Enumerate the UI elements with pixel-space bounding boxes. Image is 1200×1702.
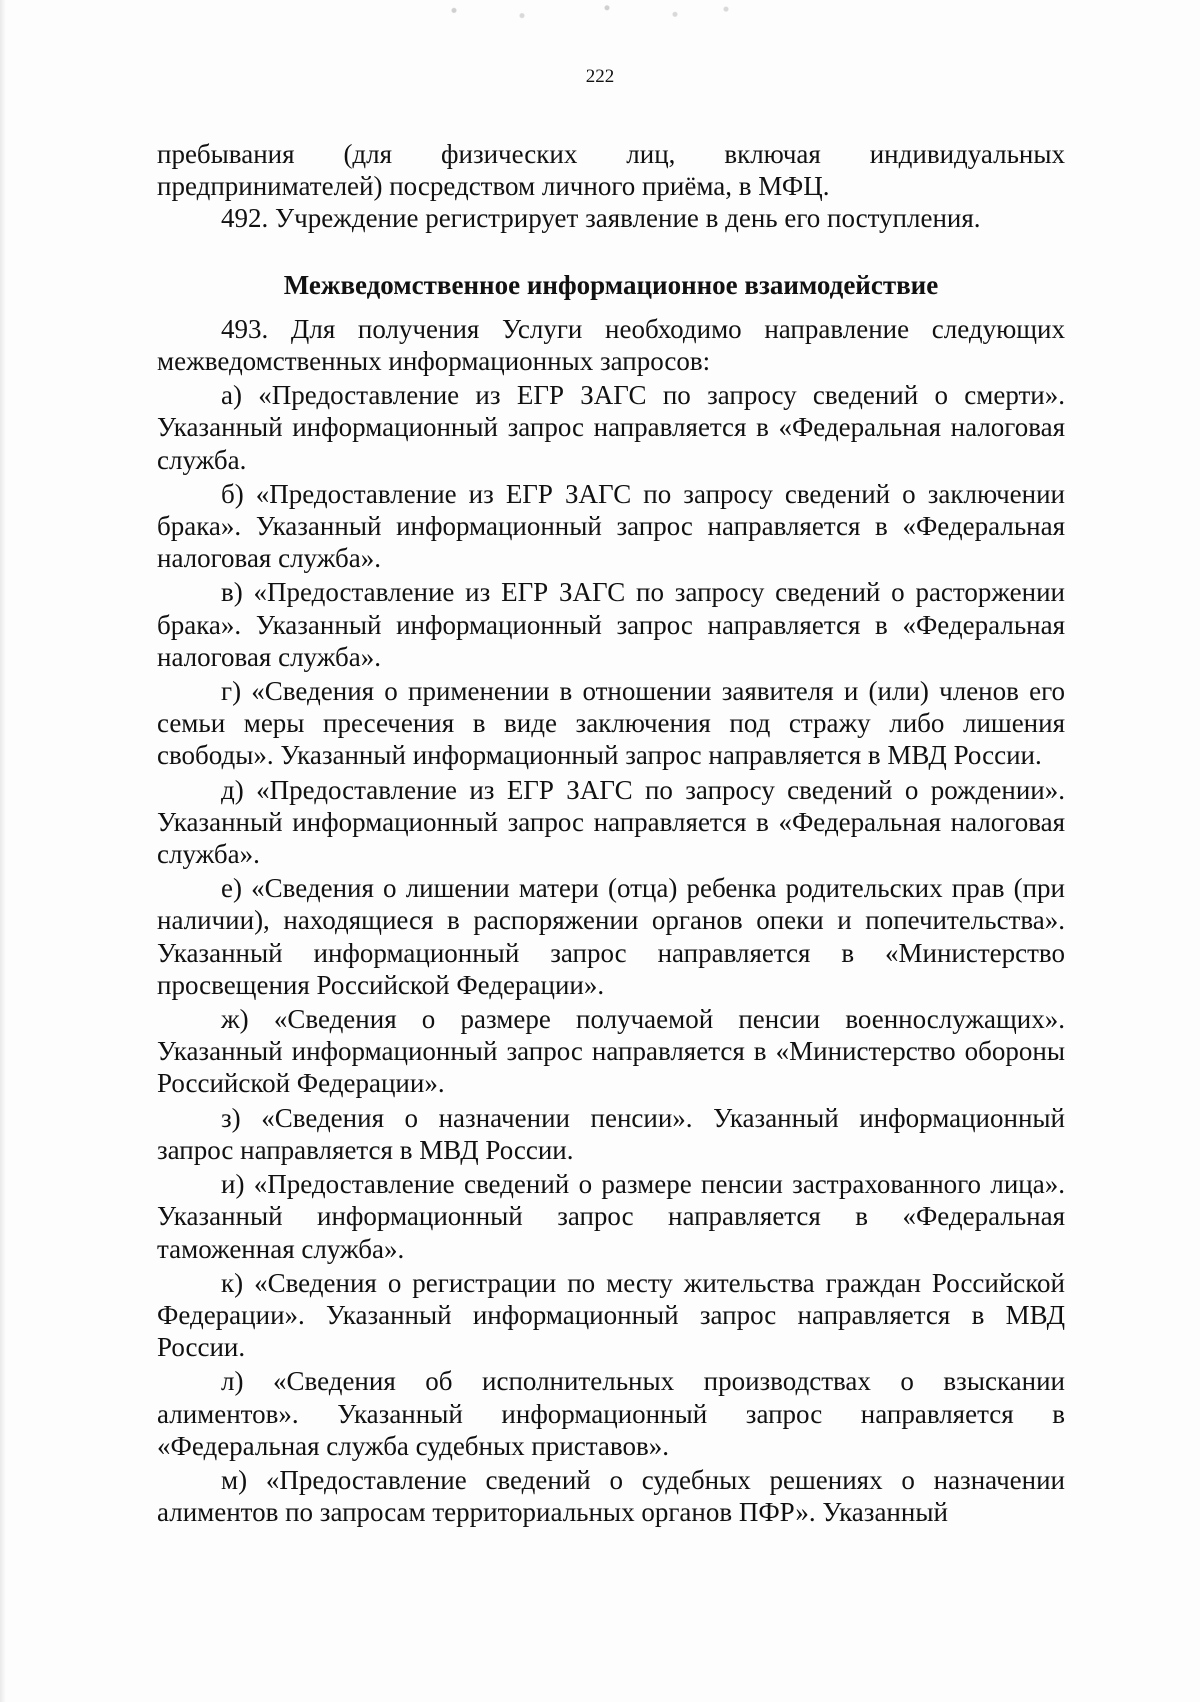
list-item: д) «Предоставление из ЕГР ЗАГС по запросу сведений о рождении». Указанный информационный запрос направляется в «Федеральная налоговая служба».	[157, 774, 1065, 870]
continuation-paragraph: пребывания (для физических лиц, включая индивидуальных предпринимателей) посредством личного приёма, в МФЦ.	[157, 139, 1065, 202]
list-item: л) «Сведения об исполнительных производствах о взыскании алиментов». Указанный информационный запрос направляется в «Федеральная служба судебных приставов».	[157, 1366, 1065, 1461]
scan-noise	[420, 0, 760, 26]
document-body	[157, 138, 1065, 1528]
section-heading: Межведомственное информационное взаимодействие	[283, 269, 939, 300]
paragraph-493: 493. Для получения Услуги необходимо направление следующих межведомственных информационных запросов:	[157, 313, 1065, 377]
list-item: и) «Предоставление сведений о размере пенсии застрахованного лица». Указанный информационный запрос направляется в «Федеральная таможенная служба».	[157, 1169, 1065, 1264]
list-item: к) «Сведения о регистрации по месту жительства граждан Российской Федерации». Указанный информационный запрос направляется в МВД России.	[157, 1267, 1065, 1363]
list-item: ж) «Сведения о размере получаемой пенсии военнослужащих». Указанный информационный запрос направляется в «Министерство обороны Российской Федерации».	[157, 1004, 1065, 1099]
list-item: з) «Сведения о назначении пенсии». Указанный информационный запрос направляется в МВД России.	[157, 1102, 1065, 1165]
scan-edge-shadow	[0, 0, 6, 1702]
list-item: е) «Сведения о лишении матери (отца) ребенка родительских прав (при наличии), находящиеся в распоряжении органов опеки и попечительства». Указанный информационный запрос направляется в «Министерство просвещения Российской Федерации».	[157, 873, 1065, 1000]
list-item: б) «Предоставление из ЕГР ЗАГС по запросу сведений о заключении брака». Указанный информационный запрос направляется в «Федеральная налоговая служба».	[157, 478, 1065, 574]
page-number: 222	[585, 66, 615, 87]
list-item: г) «Сведения о применении в отношении заявителя и (или) членов его семьи меры пресечения в виде заключения под стражу либо лишения свободы». Указанный информационный запрос направляется в МВД России.	[157, 676, 1065, 771]
paragraph-492: 492. Учреждение регистрирует заявление в день его поступления.	[221, 203, 981, 234]
list-item: в) «Предоставление из ЕГР ЗАГС по запросу сведений о расторжении брака». Указанный информационный запрос направляется в «Федеральная налоговая служба».	[157, 577, 1065, 672]
list-item: а) «Предоставление из ЕГР ЗАГС по запросу сведений о смерти». Указанный информационный запрос направляется в «Федеральная налоговая служба.	[157, 380, 1065, 475]
list-item: м) «Предоставление сведений о судебных решениях о назначении алиментов по запросам территориальных органов ПФР». Указанный	[157, 1464, 1065, 1528]
